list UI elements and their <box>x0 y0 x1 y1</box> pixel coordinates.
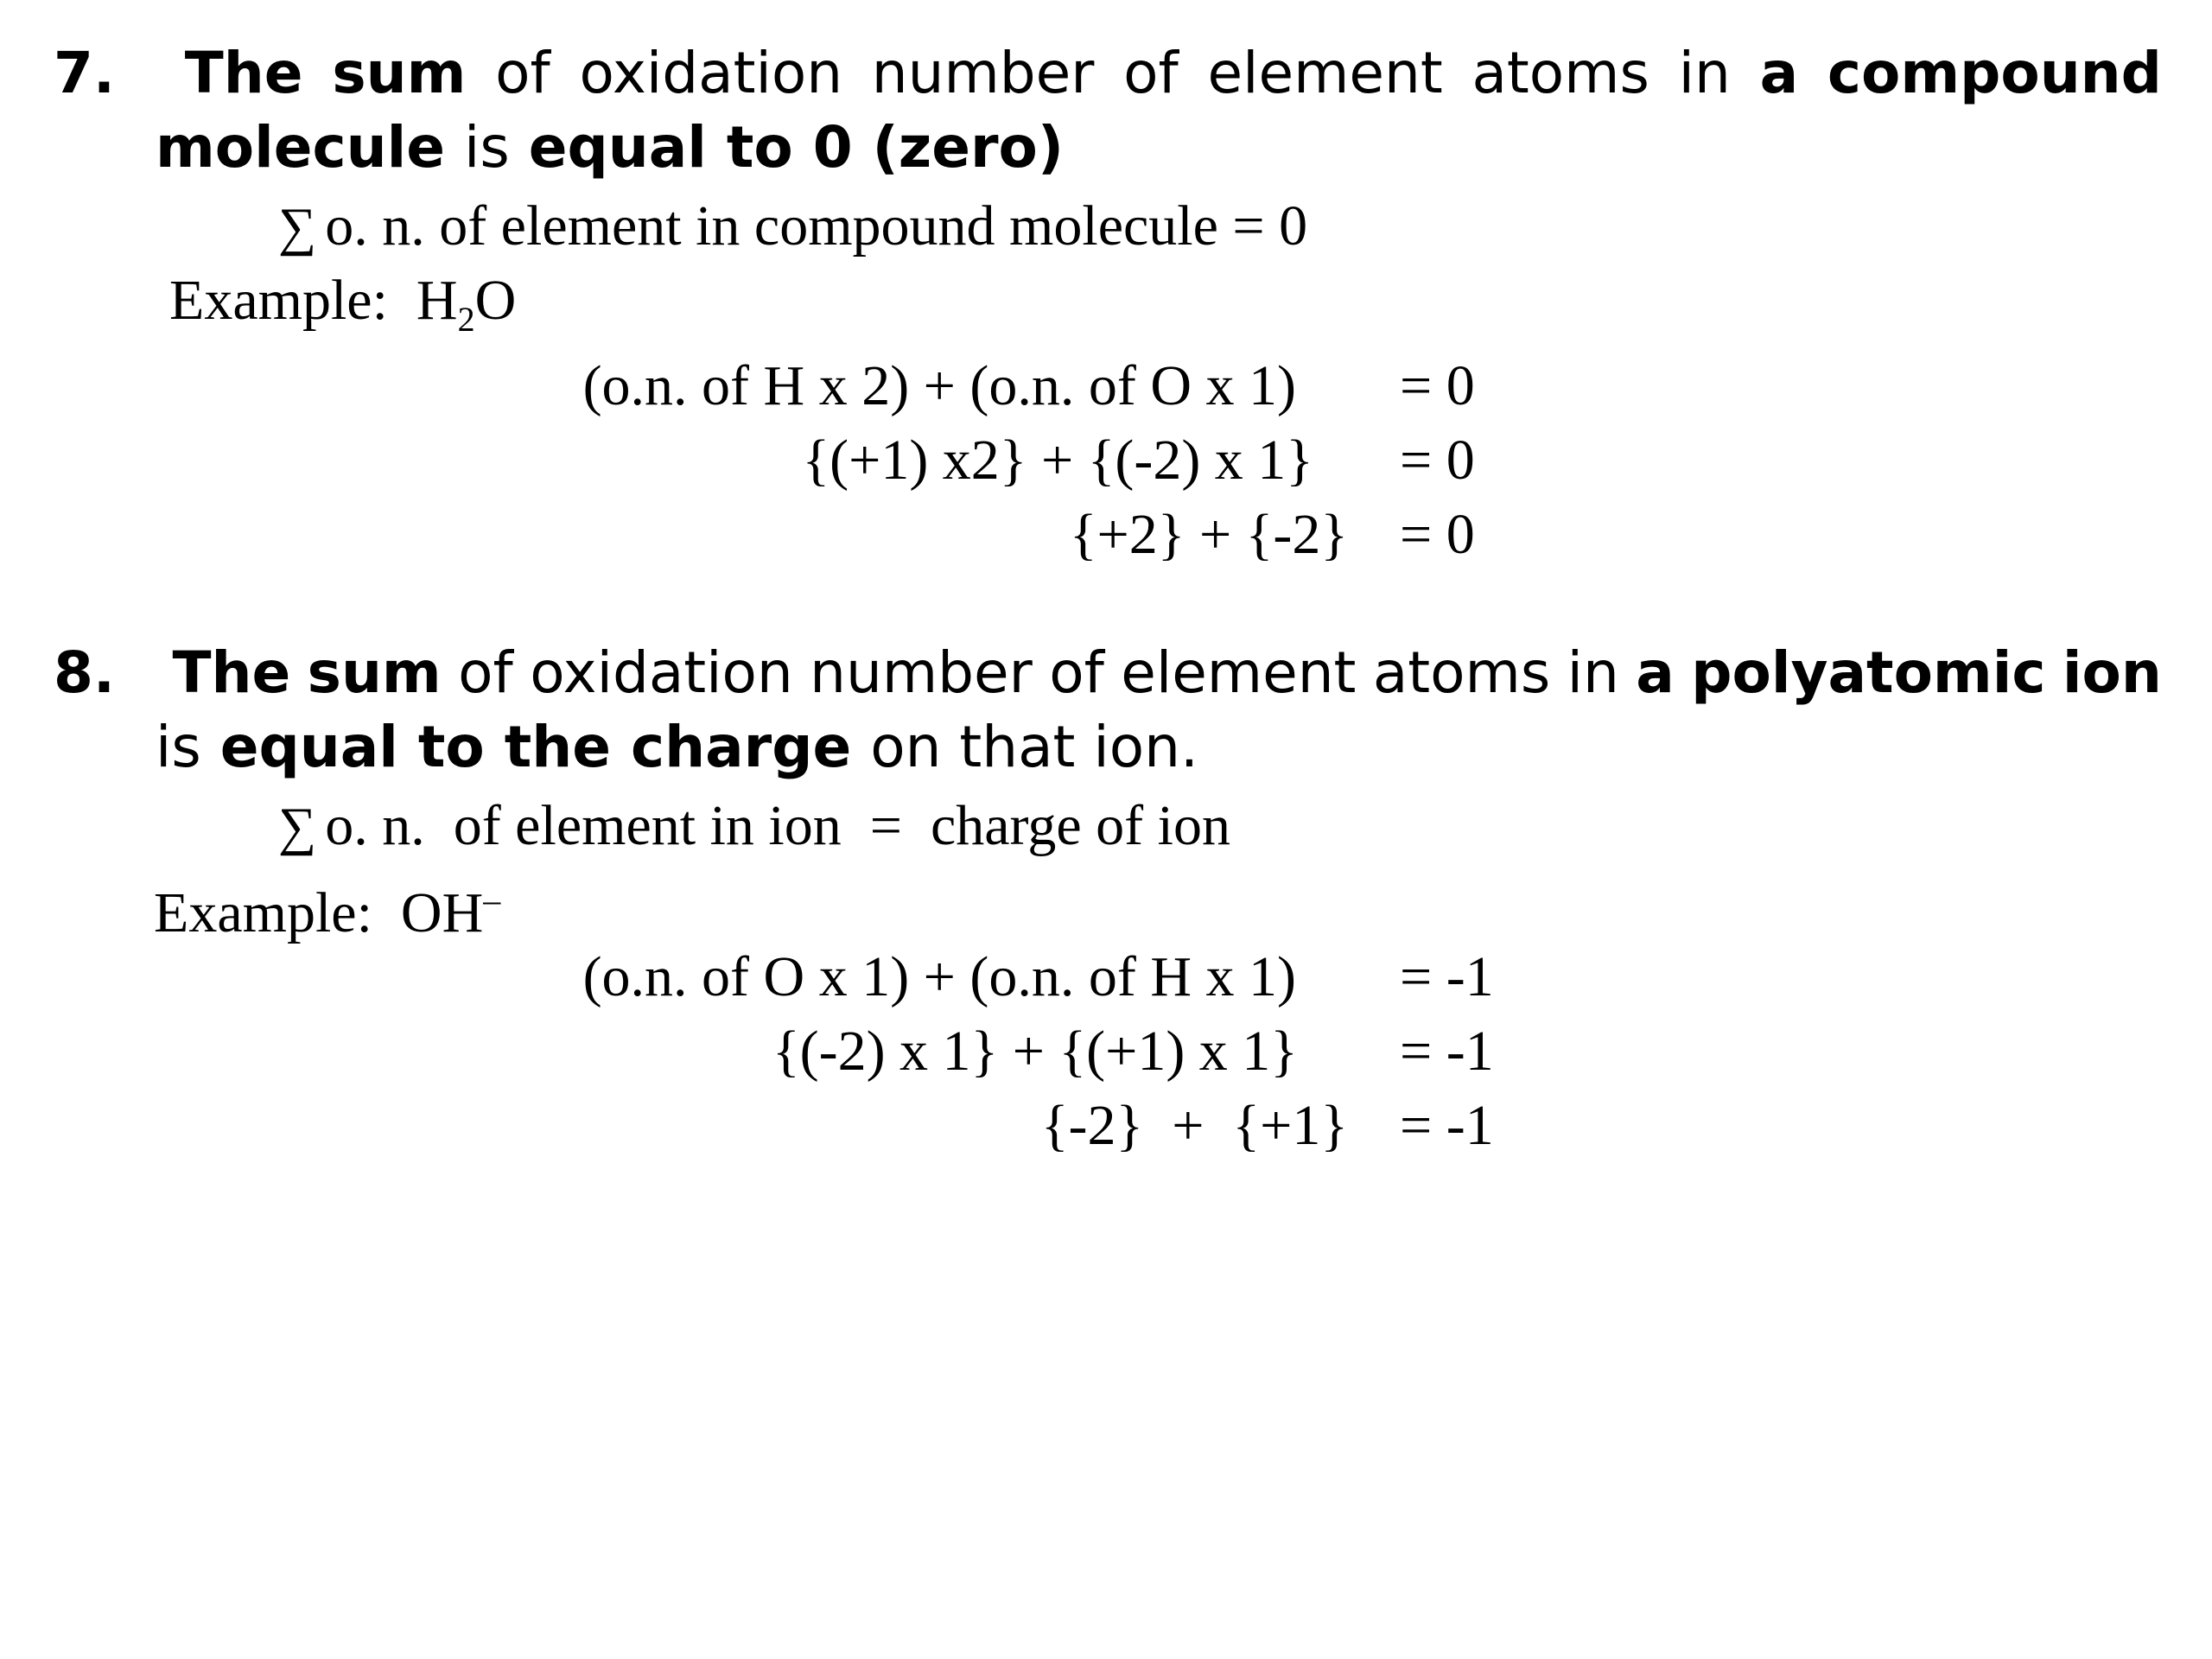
rule-8-calc-row-1 <box>0 940 2212 1014</box>
word: number <box>810 639 1033 706</box>
formula-base: H <box>416 269 458 332</box>
rule-7-line-1 <box>54 36 2162 111</box>
word: on that ion. <box>870 714 1198 780</box>
word: The <box>172 639 291 706</box>
word: of <box>495 40 550 106</box>
rule-8-number: 8. <box>54 639 115 706</box>
word: atoms <box>1471 40 1649 106</box>
rule-7 <box>54 36 2162 185</box>
word: ion <box>2062 639 2162 706</box>
calc-left: {+2} + {-2} <box>1069 503 1348 566</box>
word: sum <box>307 639 442 706</box>
word: in <box>1678 40 1731 106</box>
rule-8-formula <box>278 791 1230 861</box>
rule-7-formula <box>278 192 1307 262</box>
word: element <box>1207 40 1443 106</box>
word: is <box>156 714 201 780</box>
calc-left: {-2} + {+1} <box>1040 1094 1348 1157</box>
word: oxidation <box>530 639 793 706</box>
example-label: Example: <box>154 881 372 944</box>
calc-right: = 0 <box>1400 354 1475 417</box>
word: is <box>464 114 510 181</box>
word: compound <box>1827 40 2162 106</box>
word: of <box>1049 639 1104 706</box>
formula-superscript: – <box>483 880 501 919</box>
formula-subscript: 2 <box>457 300 475 340</box>
example-label: Example: <box>169 269 388 332</box>
word: molecule <box>156 114 445 181</box>
sigma-symbol: ∑ <box>278 798 317 856</box>
formula-text: o. n. of element in compound molecule = 0 <box>325 194 1308 257</box>
word: element <box>1121 639 1357 706</box>
sigma-symbol: ∑ <box>278 198 317 257</box>
word: a <box>1636 639 1675 706</box>
word: equal to 0 (zero) <box>528 114 1065 181</box>
word: equal to the charge <box>219 714 852 780</box>
calc-left: (o.n. of O x 1) + (o.n. of H x 1) <box>582 945 1296 1008</box>
rule-8-calc-row-3 <box>0 1089 2212 1163</box>
word: oxidation <box>579 40 843 106</box>
rule-8-line-1 <box>54 636 2162 710</box>
rule-7-number: 7. <box>54 40 115 106</box>
rule-8-example <box>154 866 500 948</box>
rule-7-example <box>169 266 516 354</box>
rule-7-line-2 <box>54 111 2162 185</box>
word: a <box>1759 40 1799 106</box>
rule-8-line-2 <box>54 710 2162 785</box>
calc-right: = 0 <box>1400 503 1475 566</box>
calc-right: = -1 <box>1400 1020 1494 1083</box>
calc-right: = -1 <box>1400 945 1494 1008</box>
word: The <box>184 40 303 106</box>
rule-7-calc-row-2 <box>0 423 2212 498</box>
word: of <box>458 639 513 706</box>
word: of <box>1123 40 1179 106</box>
word: number <box>871 40 1095 106</box>
calc-right: = -1 <box>1400 1094 1494 1157</box>
calc-left: (o.n. of H x 2) + (o.n. of O x 1) <box>582 354 1296 417</box>
rule-8-calc-row-2 <box>0 1014 2212 1089</box>
word: sum <box>332 40 467 106</box>
word: in <box>1567 639 1619 706</box>
calc-left: {(+1) x2} + {(-2) x 1} <box>802 429 1313 492</box>
rule-7-calc-row-1 <box>0 349 2212 423</box>
formula-text: o. n. of element in ion = charge of ion <box>325 794 1230 857</box>
rule-8 <box>54 636 2162 785</box>
word: polyatomic <box>1691 639 2046 706</box>
calc-left: {(-2) x 1} + {(+1) x 1} <box>772 1020 1298 1083</box>
rule-7-calc-row-3 <box>0 498 2212 572</box>
calc-right: = 0 <box>1400 429 1475 492</box>
formula-base: OH <box>400 881 484 944</box>
formula-tail: O <box>474 269 517 332</box>
word: atoms <box>1372 639 1551 706</box>
